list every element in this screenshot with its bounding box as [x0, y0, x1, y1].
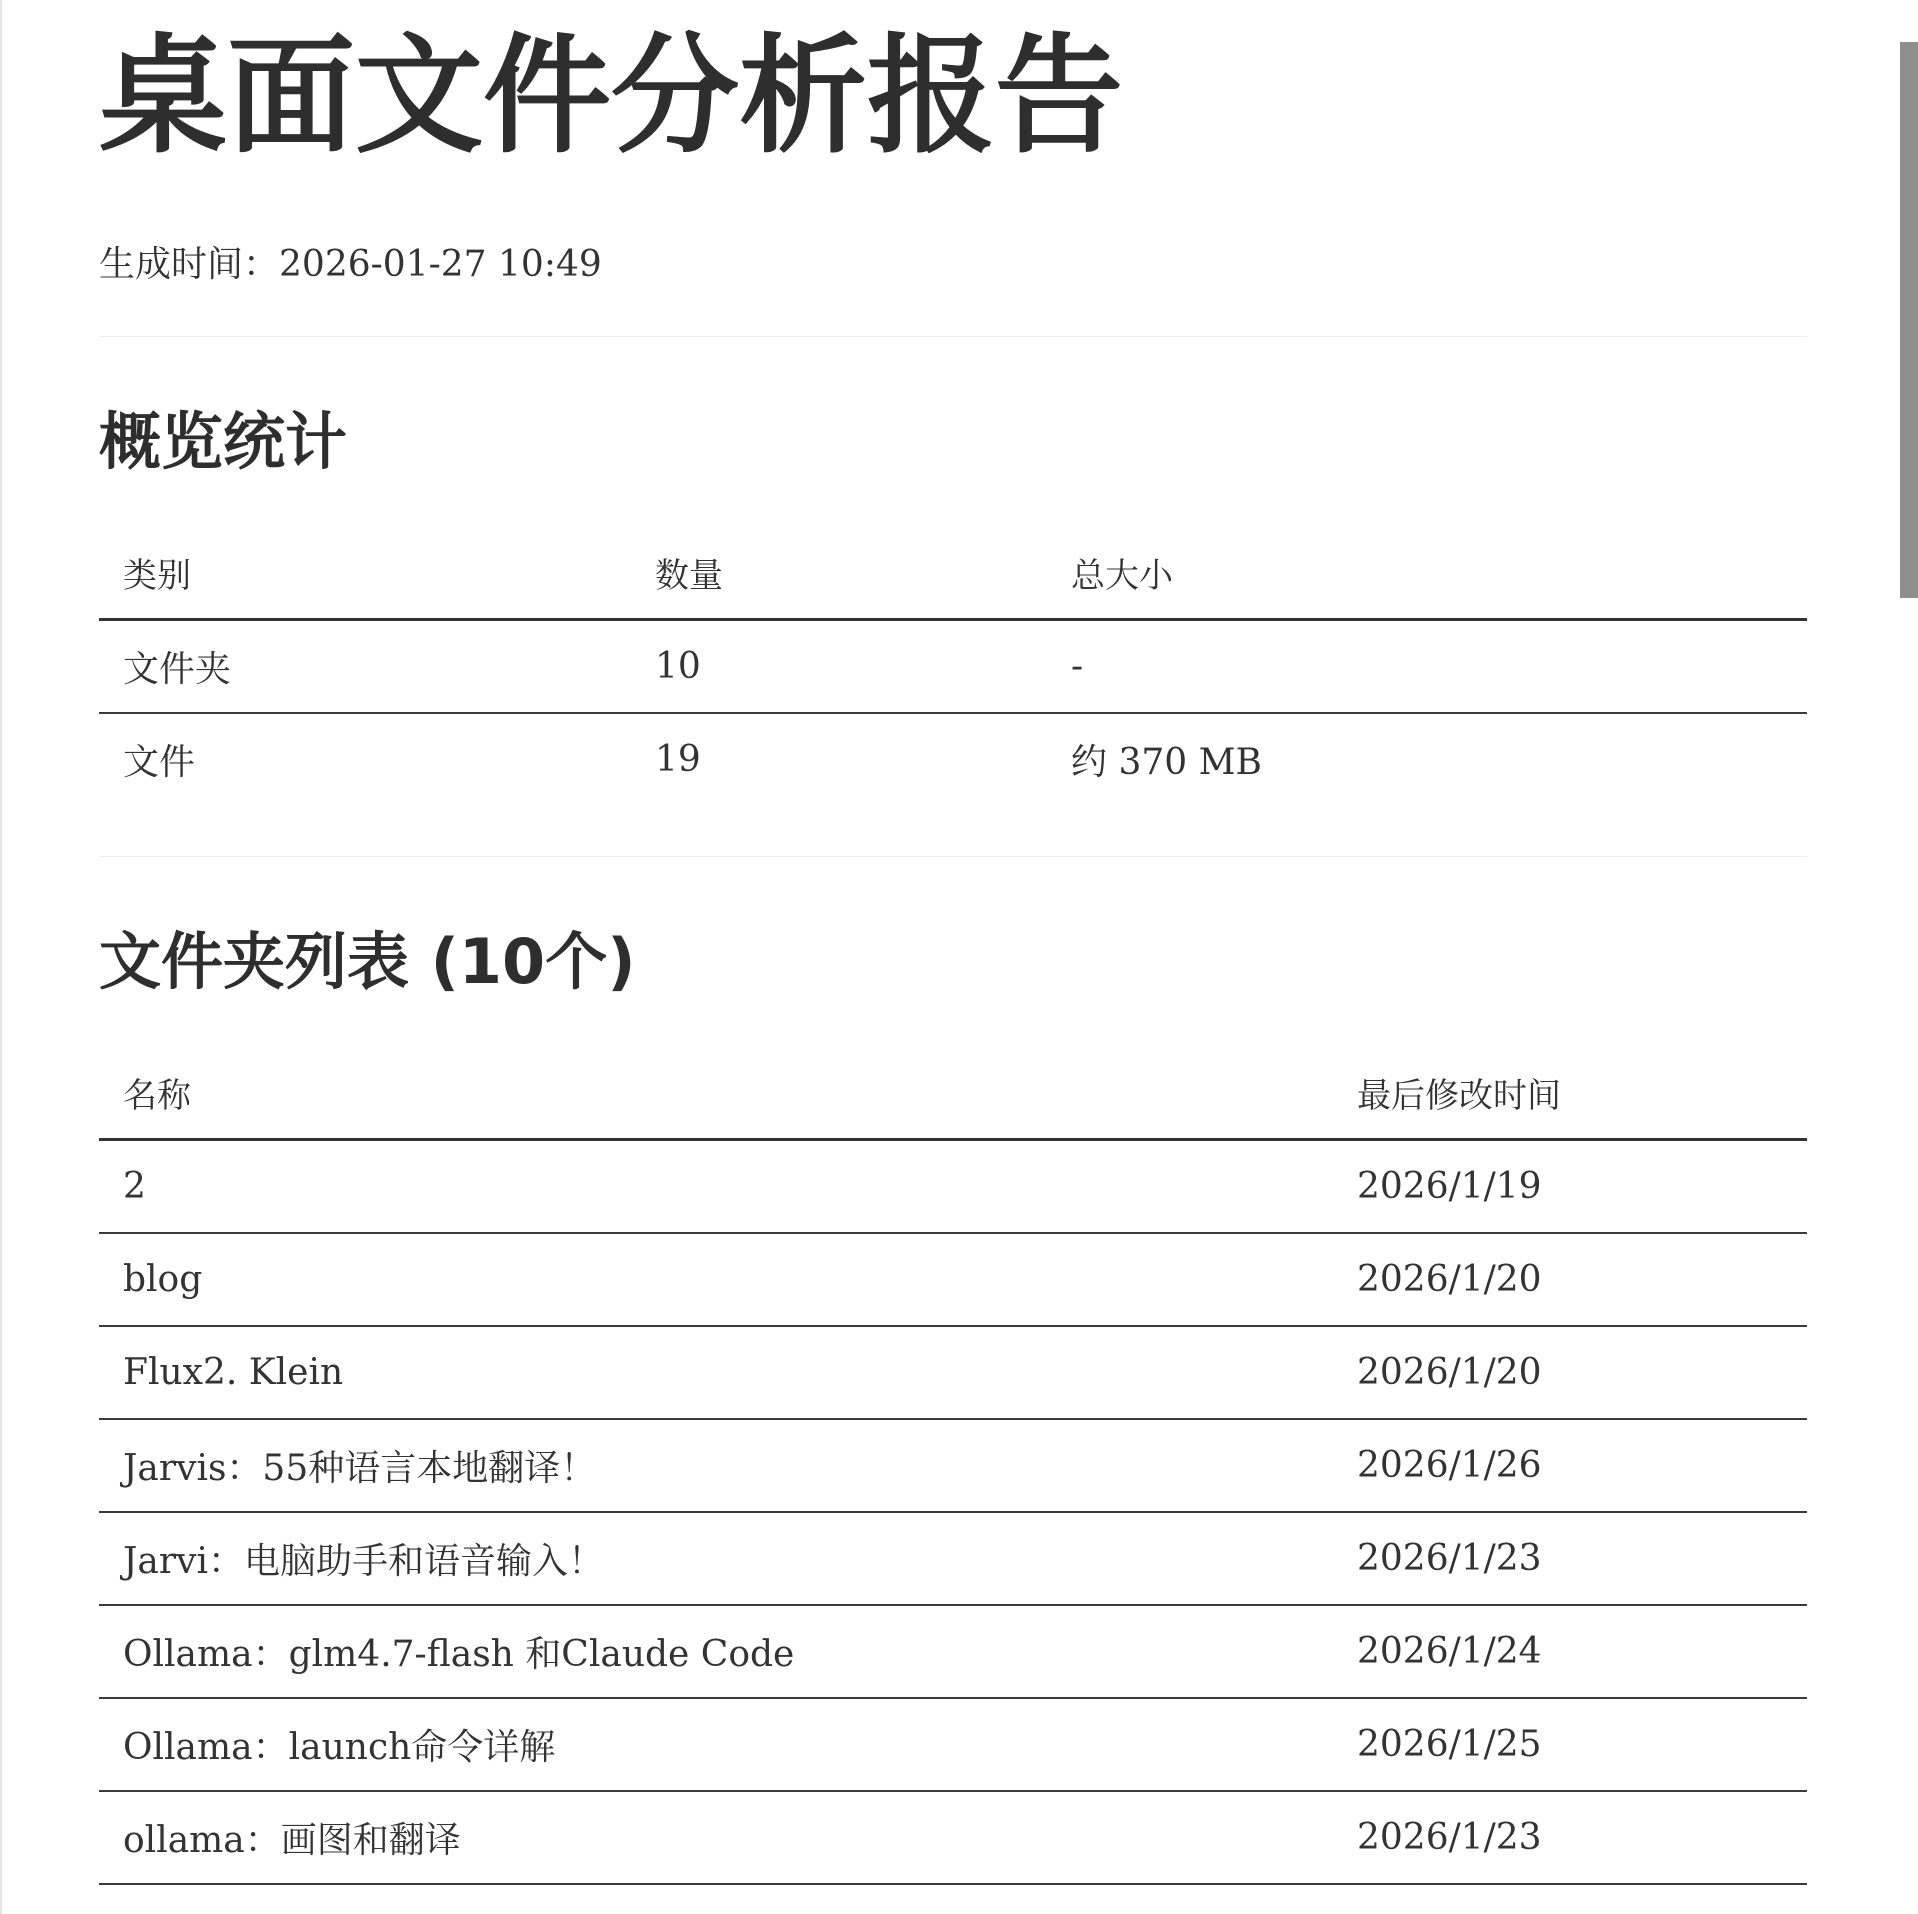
- column-header-category: 类别: [99, 526, 631, 620]
- cell-category: 文件: [123, 742, 196, 783]
- cell-folder-name: blog: [99, 1233, 1333, 1326]
- overview-heading: 概览统计: [99, 405, 348, 478]
- cell-category: 文件夹: [99, 620, 631, 714]
- divider: [99, 856, 1807, 857]
- cell-folder-name: Jarvi：电脑助手和语音输入！: [99, 1512, 1333, 1605]
- cell-modified: 2026/1/24: [1333, 1605, 1807, 1698]
- cell-folder-name: Ollama：launch命令详解: [99, 1698, 1333, 1791]
- scrollbar-thumb[interactable]: [1900, 42, 1918, 598]
- column-header-size: 总大小: [1047, 526, 1807, 620]
- folders-table: [99, 1046, 1807, 1885]
- column-header-count: 数量: [631, 526, 1047, 620]
- table-row: [99, 1791, 1807, 1884]
- column-header-modified: 最后修改时间: [1333, 1046, 1807, 1140]
- generated-time-label: 生成时间：: [99, 244, 280, 285]
- cell-folder-name: 2: [99, 1140, 1333, 1234]
- cell-size: -: [1047, 620, 1807, 714]
- overview-table: [99, 526, 1807, 805]
- cell-modified: 2026/1/23: [1333, 1512, 1807, 1605]
- window-left-edge: [0, 0, 2, 1914]
- table-row: [99, 1698, 1807, 1791]
- cell-folder-name: ollama：画图和翻译: [99, 1791, 1333, 1884]
- cell-modified: 2026/1/23: [1333, 1791, 1807, 1884]
- cell-modified: 2026/1/26: [1333, 1419, 1807, 1512]
- table-row: [99, 713, 1807, 805]
- vertical-scrollbar[interactable]: [1900, 0, 1918, 1914]
- cell-modified: 2026/1/19: [1333, 1140, 1807, 1234]
- table-row: [99, 1233, 1807, 1326]
- cell-folder-name: Jarvis：55种语言本地翻译！: [99, 1419, 1333, 1512]
- folders-heading: 文件夹列表 (10个): [99, 925, 636, 998]
- cell-modified: 2026/1/25: [1333, 1698, 1807, 1791]
- cell-size: 约 370 MB: [1071, 742, 1262, 783]
- table-row: [99, 1512, 1807, 1605]
- column-header-name: 名称: [99, 1046, 1333, 1140]
- page-title: 桌面文件分析报告: [99, 22, 1124, 171]
- cell-count: 19: [655, 739, 701, 780]
- table-header-row: [99, 1046, 1807, 1140]
- table-row: [99, 1605, 1807, 1698]
- cell-folder-name: Flux2. Klein: [99, 1326, 1333, 1419]
- generated-time-value: 2026-01-27 10:49: [279, 244, 602, 285]
- table-header-row: [99, 526, 1807, 620]
- cell-modified: 2026/1/20: [1333, 1326, 1807, 1419]
- cell-folder-name: Ollama：glm4.7-flash 和Claude Code: [99, 1605, 1333, 1698]
- table-row: [99, 1140, 1807, 1234]
- generated-time: [99, 240, 602, 290]
- table-row: [99, 1326, 1807, 1419]
- table-row: [99, 620, 1807, 714]
- cell-modified: 2026/1/20: [1333, 1233, 1807, 1326]
- cell-count: 10: [631, 620, 1047, 714]
- divider: [99, 336, 1807, 337]
- table-row: [99, 1419, 1807, 1512]
